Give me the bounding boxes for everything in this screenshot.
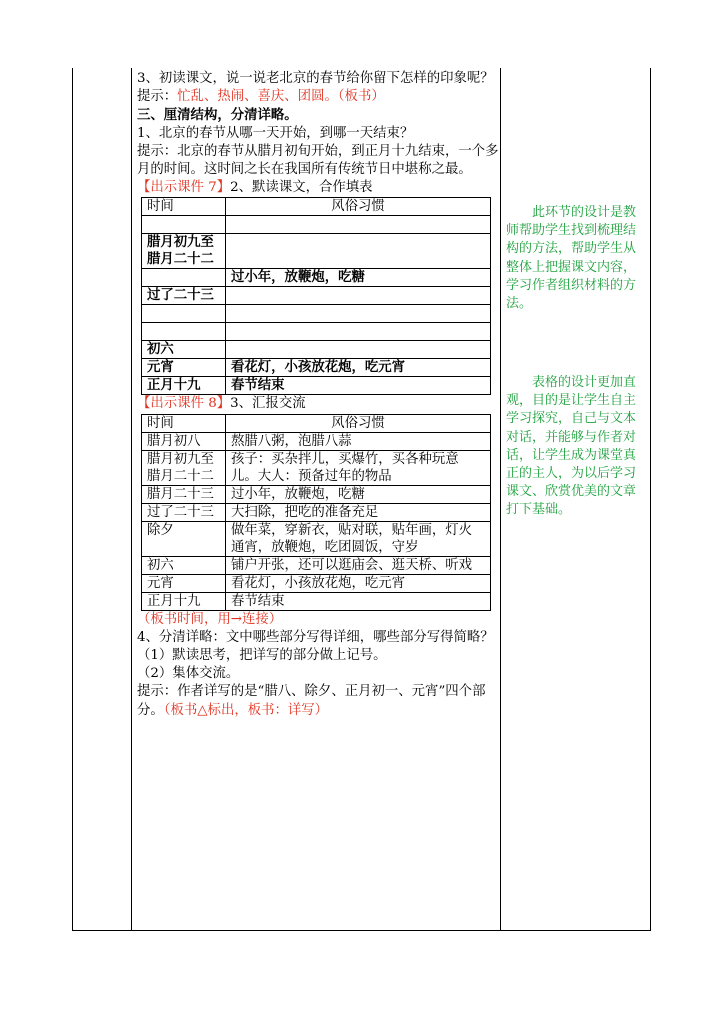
question-1: 1、北京的春节从哪一天开始，到哪一天结束？ bbox=[137, 125, 414, 141]
table-row: 腊月初九至腊月二十二 bbox=[142, 234, 491, 269]
table-row: 腊月初八 熬腊八粥，泡腊八蒜 bbox=[142, 432, 491, 450]
design-note-structure: 此环节的设计是教师帮助学生找到梳理结构的方法，帮助学生从整体上把握课文内容，学习作者组织材料的方法。 bbox=[506, 205, 637, 312]
frame-right-line bbox=[650, 68, 651, 930]
task-3-line: 【出示课件 8】3、汇报交流 bbox=[137, 396, 306, 412]
table-header: 时间 风俗习惯 bbox=[142, 414, 491, 432]
table-header: 时间 风俗习惯 bbox=[142, 198, 491, 216]
table-row: 过了二十三 大扫除，把吃的准备充足 bbox=[142, 503, 491, 521]
table-row: 腊月初九至腊月二十二 孩子：买杂拌儿，买爆竹，买各种玩意儿。大人：预备过年的物品 bbox=[142, 450, 491, 485]
hint-detail: 提示：作者详写的是“腊八、除夕、正月初一、元宵”四个部分。（板书△标出，板书：详写） bbox=[137, 684, 486, 718]
table-row bbox=[142, 323, 491, 341]
table-row: 元宵 看花灯，小孩放花炮，吃元宵 bbox=[142, 359, 491, 377]
report-table bbox=[141, 414, 491, 611]
table-row: 过小年，放鞭炮，吃糖 bbox=[142, 269, 491, 287]
hint-impression-answer: 忙乱、热闹、喜庆、团圆。（板书） bbox=[177, 89, 385, 105]
design-note-table: 表格的设计更加直观，目的是让学生自主学习探究，自己与文本对话，并能够与作者对话，让学生成为课堂真正的主人，为以后学习课文、欣赏优美的文章打下基础。 bbox=[506, 375, 637, 518]
section-3-heading: 三、厘清结构，分清详略。 bbox=[137, 107, 298, 124]
table-row: 除夕 做年菜，穿新衣，贴对联，贴年画，灯火通宵，放鞭炮，吃团圆饭，守岁 bbox=[142, 521, 491, 556]
table-row bbox=[142, 305, 491, 323]
table-row: 初六 铺户开张，还可以逛庙会、逛天桥、听戏 bbox=[142, 556, 491, 574]
step-2: （2）集体交流。 bbox=[137, 666, 240, 682]
table-row: 正月十九 春节结束 bbox=[142, 377, 491, 395]
fill-in-table bbox=[141, 197, 491, 395]
table-row: 过了二十三 bbox=[142, 287, 491, 305]
board-note: （板书时间，用→连接） bbox=[137, 611, 283, 627]
frame-col-line bbox=[131, 68, 132, 930]
frame-bottom-line bbox=[72, 930, 651, 931]
courseware-8-label: 【出示课件 8】 bbox=[137, 396, 231, 412]
step-1: （1）默读思考，把详写的部分做上记号。 bbox=[137, 648, 387, 664]
table-row: 正月十九 春节结束 bbox=[142, 592, 491, 610]
table-row bbox=[142, 216, 491, 234]
table-row: 腊月二十三 过小年，放鞭炮，吃糖 bbox=[142, 485, 491, 503]
lesson-content bbox=[137, 70, 500, 720]
task-2-line: 【出示课件 7】2、默读课文，合作填表 bbox=[137, 180, 373, 196]
question-3: 3、初读课文，说一说老北京的春节给你留下怎样的印象呢？ bbox=[137, 71, 494, 86]
table-row: 初六 bbox=[142, 341, 491, 359]
frame-left-line bbox=[72, 68, 73, 930]
table-row: 元宵 看花灯，小孩放花炮，吃元宵 bbox=[142, 574, 491, 592]
hint-impression: 提示：忙乱、热闹、喜庆、团圆。（板书） bbox=[137, 89, 385, 105]
courseware-7-label: 【出示课件 7】 bbox=[137, 180, 231, 196]
question-4: 4、分清详略：文中哪些部分写得详细，哪些部分写得简略？ bbox=[137, 629, 494, 645]
frame-mid-line bbox=[500, 68, 501, 930]
hint-detail-note: （板书△标出，板书：详写） bbox=[163, 702, 329, 718]
hint-duration: 提示：北京的春节从腊月初旬开始，到正月十九结束，一个多月的时间。这时间之长在我国所有传统节日中堪称之最。 bbox=[137, 143, 499, 178]
